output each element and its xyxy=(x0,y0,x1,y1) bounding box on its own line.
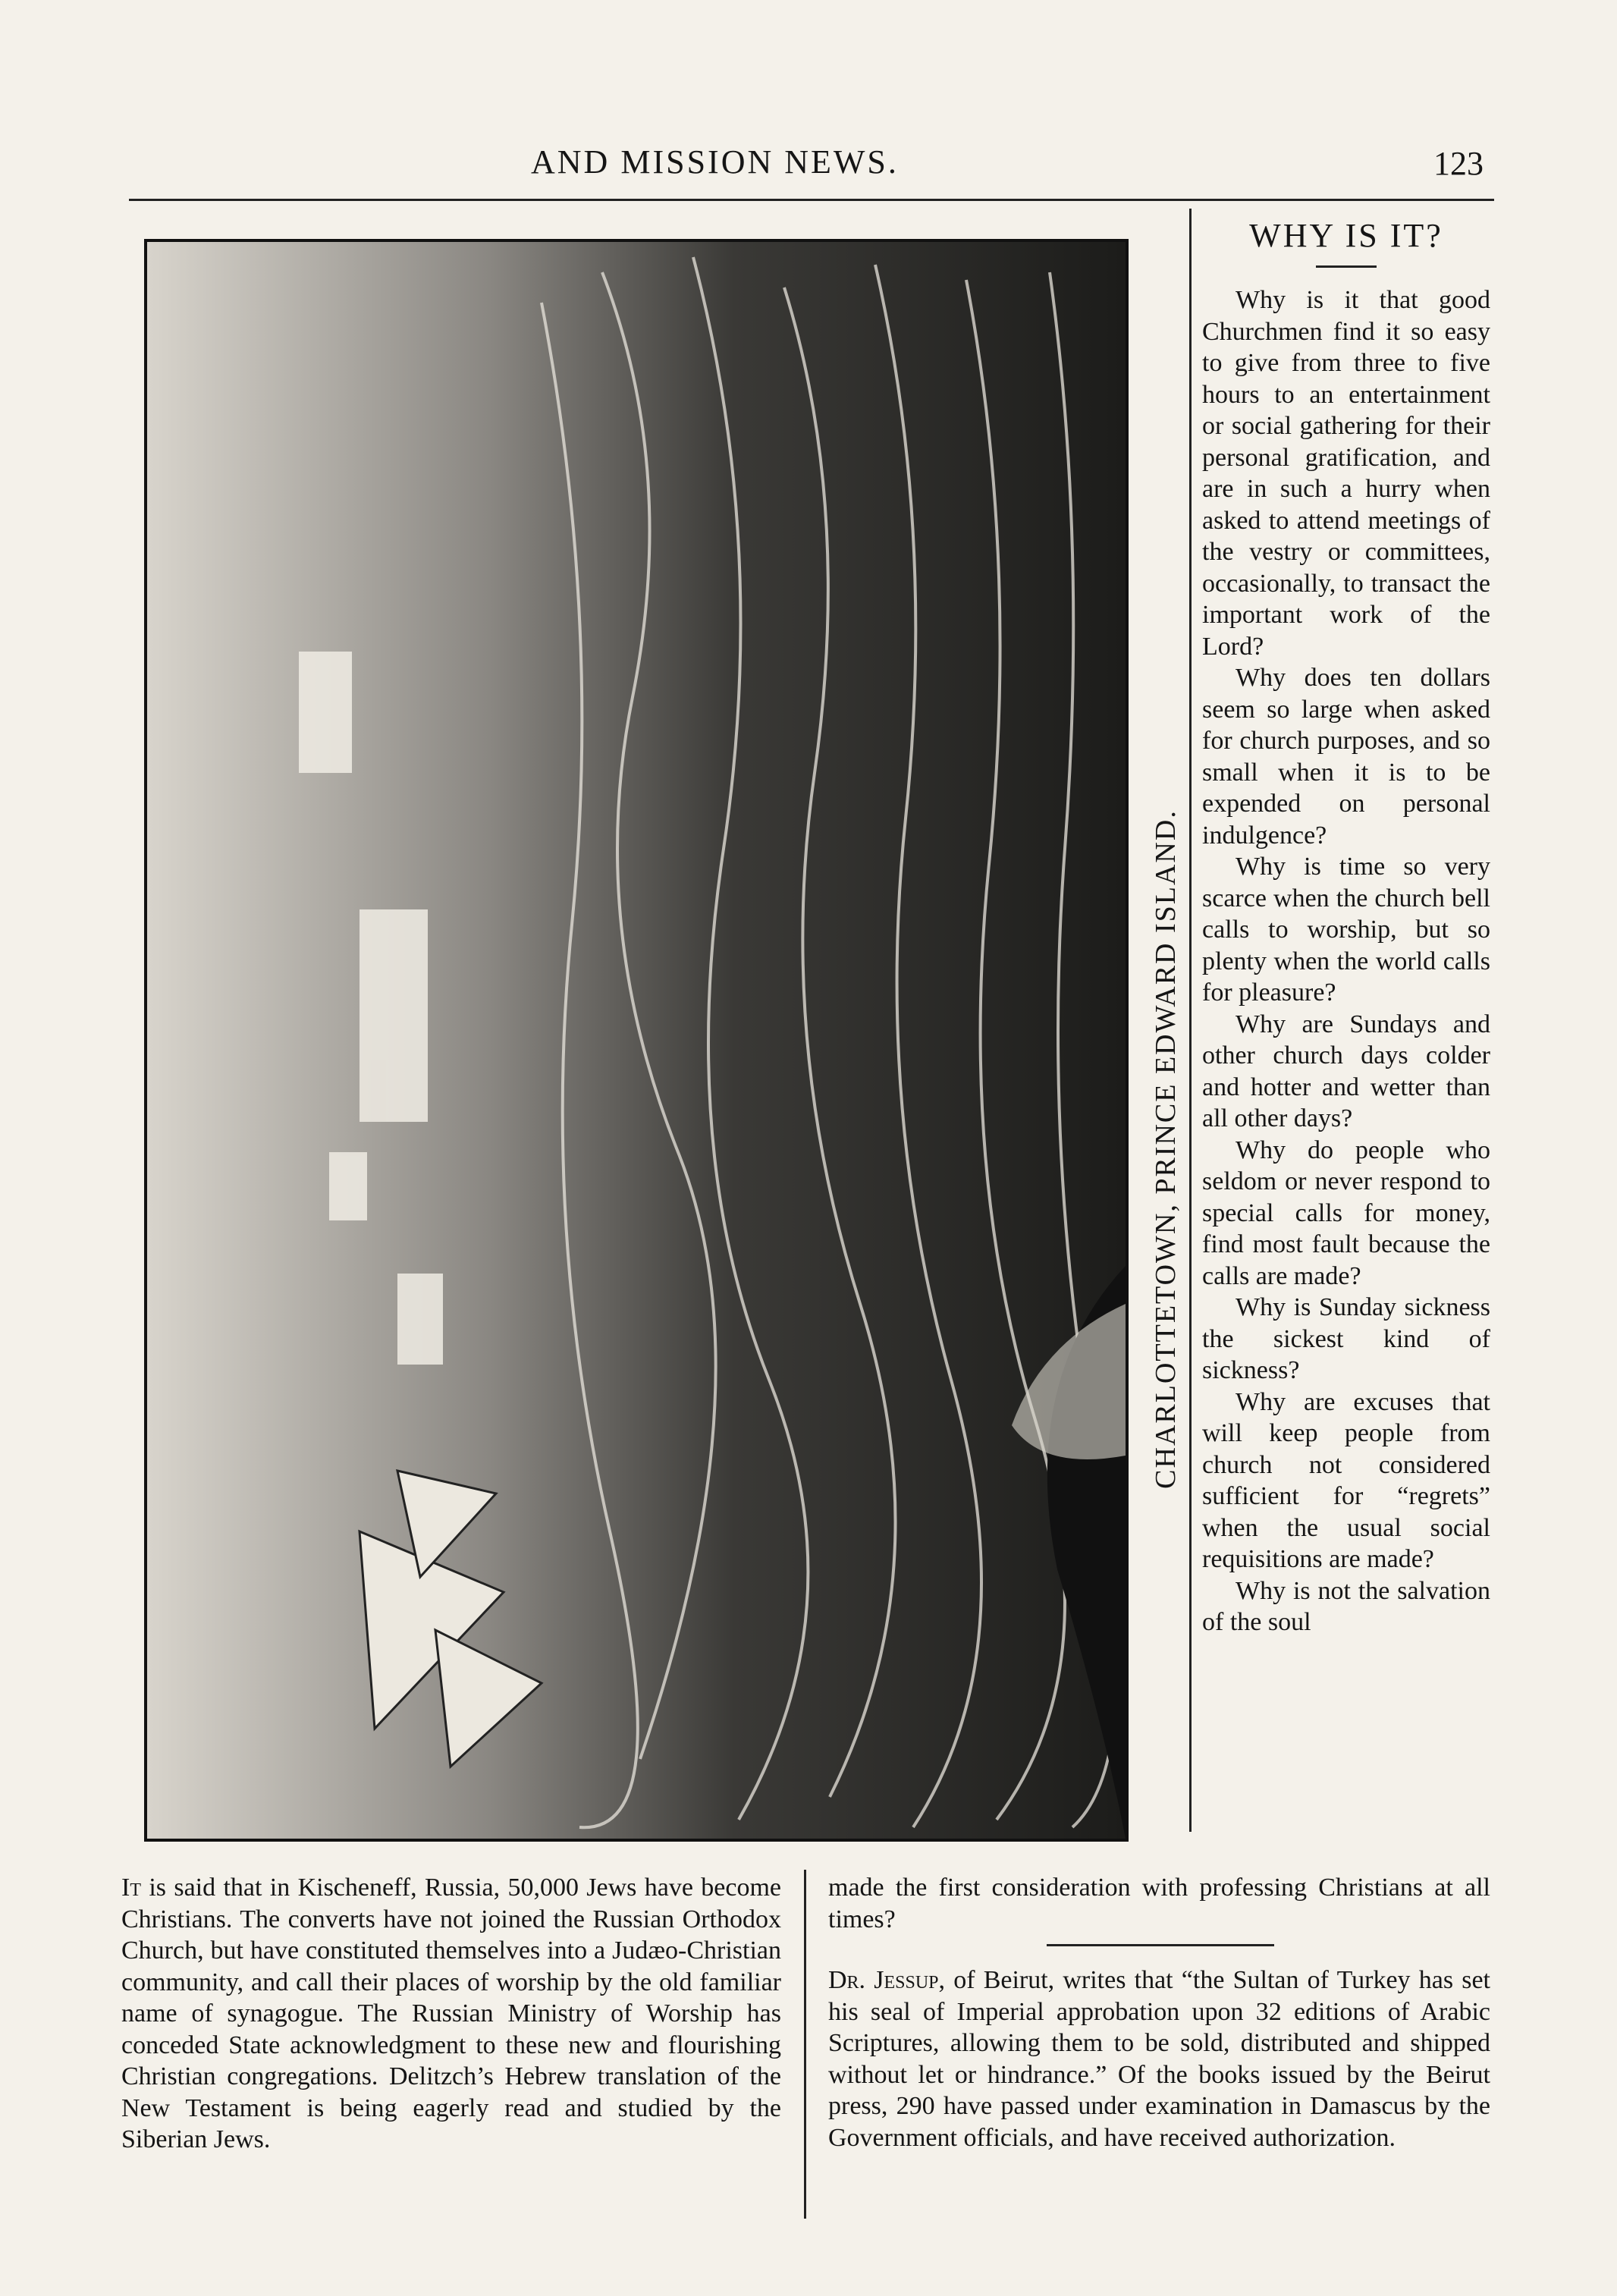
paragraph: Why do people who seldom or never respond to special calls for money, find most fault because the calls are made? xyxy=(1202,1135,1490,1290)
title-rule xyxy=(1316,265,1377,268)
engraving-picture xyxy=(147,242,1126,1839)
paragraph: Why is it that good Churchmen find it so easy to give from three to five hours to an entertainment or social gathering for their personal gratification, and are in such a hurry when asked to attend meetings of the vestry or committees, occasionally, to transact the important work of the Lord? xyxy=(1202,286,1490,661)
paragraph: Why does ten dollars seem so large when asked for church purposes, and so small when it is to be expended on personal indulgence? xyxy=(1202,664,1490,850)
column-rule xyxy=(1189,209,1192,1832)
header-rule xyxy=(129,199,1494,201)
paragraph: Why is time so very scarce when the church bell calls to worship, but so plenty when the world calls for pleasure? xyxy=(1202,853,1490,1007)
kischeneff-article xyxy=(121,1872,781,2156)
paragraph: Why are excuses that will keep people from church not considered sufficient for “regrets” when the usual social requisitions are made? xyxy=(1202,1387,1490,1573)
article-body: , of Beirut, writes that “the Sultan of Turkey has set his seal of Imperial approbation upon 32 editions of Arabic Scriptures, allowing them to be sold, distributed and shipped without let or hindrance.” Of the books issued by the Beirut press, 290 have passed under examination in Damascus by the Government officials, and have received authorization. xyxy=(828,1966,1491,2152)
article-lead: It xyxy=(121,1874,141,1902)
jessup-article xyxy=(828,1965,1490,2153)
why-is-it-continuation: made the first consideration with professing Christians at all times? xyxy=(828,1874,1490,1933)
article-body: is said that in Kischeneff, Russia, 50,000 Jews have become Christians. The converts have not joined the Russian Orthodox Church, but have constituted themselves into a Judæo-Christian community, and call their places of worship by the old familiar name of synagogue. The Russian Ministry of Worship has conceded State acknowledgment to these new and flourishing Christian congregations. Delitzch’s Hebrew translation of the New Testament is being eagerly read and studied by the Siberian Jews. xyxy=(121,1874,781,2153)
sidebar-title: WHY IS IT? xyxy=(1249,217,1443,254)
why-is-it-column xyxy=(1202,209,1490,1638)
article-lead: Dr. Jessup xyxy=(828,1966,939,1994)
section-rule xyxy=(1047,1944,1274,1946)
paragraph: Why are Sundays and other church days colder and hotter and wetter than all other days? xyxy=(1202,1010,1490,1132)
column-divider xyxy=(804,1870,806,2219)
harbor-engraving xyxy=(144,239,1129,1842)
page-number: 123 xyxy=(1433,145,1484,182)
paragraph: Why is Sunday sickness the sickest kind of sickness? xyxy=(1202,1293,1490,1384)
running-header: AND MISSION NEWS. xyxy=(531,143,899,181)
illustration-caption: CHARLOTTETOWN, PRINCE EDWARD ISLAND. xyxy=(1150,809,1182,1489)
paragraph: Why is not the salvation of the soul xyxy=(1202,1576,1490,1636)
